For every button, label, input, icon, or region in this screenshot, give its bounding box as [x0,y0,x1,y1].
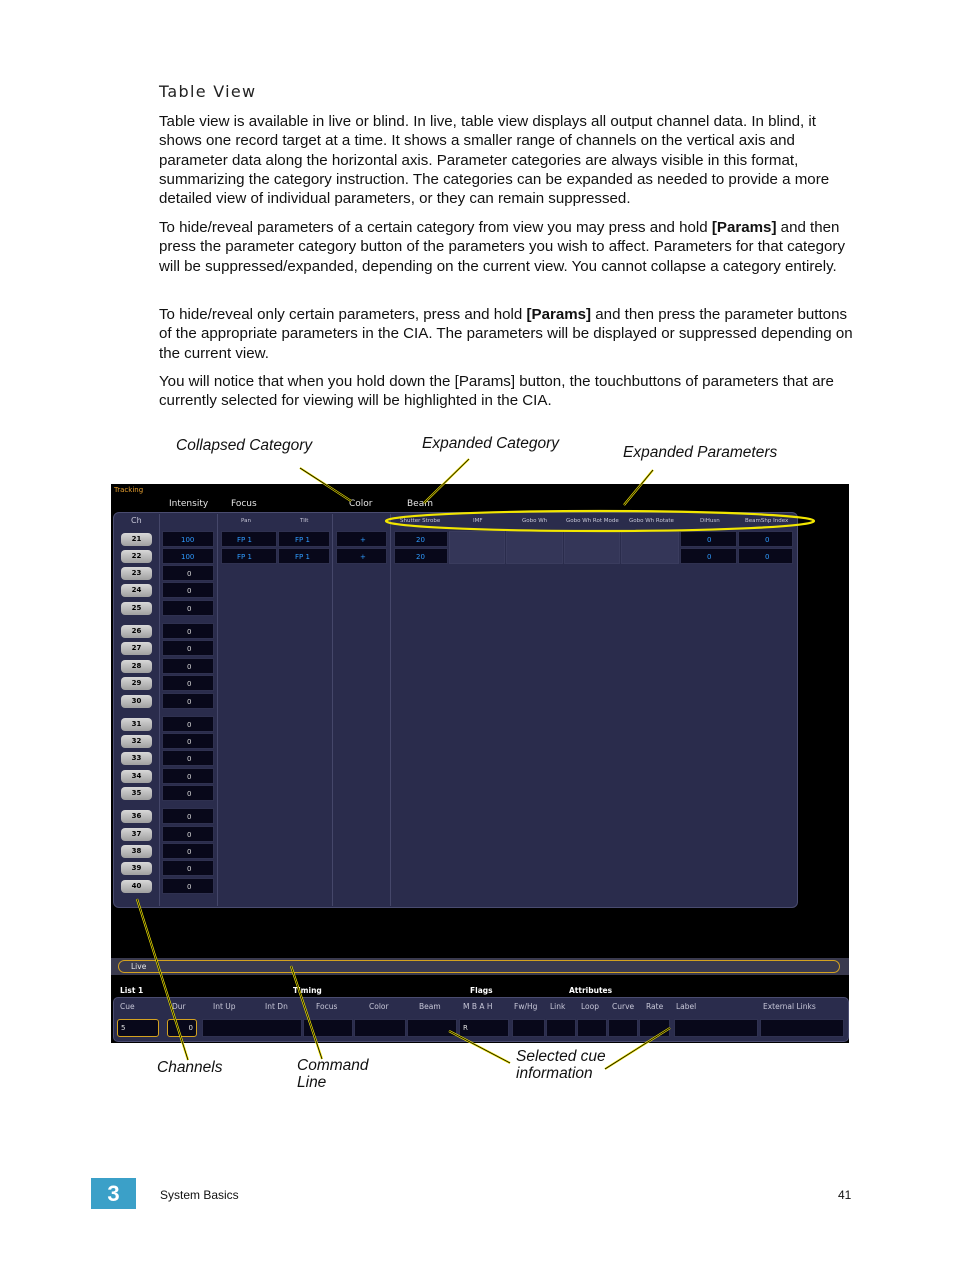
label-col-header: Label [676,1002,697,1011]
param-gobo-wh-rot-mode[interactable]: Gobo Wh Rot Mode [566,518,619,524]
intensity-cell[interactable]: 0 [162,785,214,801]
intensity-cell[interactable]: 0 [162,582,214,598]
shutter-strobe-cell[interactable]: 20 [394,548,448,564]
gobo-wh-rotate-cell[interactable] [621,531,679,564]
cue-number-cell[interactable]: 5 [117,1019,159,1037]
rate-cell[interactable] [639,1019,670,1037]
channel-button[interactable]: 30 [121,695,152,708]
channel-button[interactable]: 21 [121,533,152,546]
intensity-cell[interactable]: 0 [162,658,214,674]
category-beam[interactable]: Beam [407,499,433,509]
cue-col-header: Cue [120,1002,135,1011]
channel-button[interactable]: 31 [121,718,152,731]
annotation-selected-cue: Selected cue information [516,1048,606,1082]
table-view-screenshot [111,484,849,1043]
channel-button[interactable]: 39 [121,862,152,875]
intensity-cell[interactable]: 0 [162,716,214,732]
color-cell[interactable]: + [336,531,387,547]
params-key: [Params] [526,306,592,323]
intensity-cell[interactable]: 0 [162,693,214,709]
channel-button[interactable]: 24 [121,584,152,597]
intensity-cell[interactable]: 100 [162,531,214,547]
intensity-cell[interactable]: 0 [162,565,214,581]
table-panel [113,512,798,908]
channel-button[interactable]: 38 [121,845,152,858]
color-cell[interactable]: + [336,548,387,564]
label-cell[interactable] [674,1019,758,1037]
focus-col-header: Focus [316,1002,338,1011]
channel-button[interactable]: 37 [121,828,152,841]
external-links-cell[interactable] [760,1019,844,1037]
annotation-expanded-parameters: Expanded Parameters [623,444,778,461]
column-separator [159,514,160,906]
channel-button[interactable]: 27 [121,642,152,655]
curve-col-header: Curve [612,1002,635,1011]
annotation-channels: Channels [157,1059,223,1076]
channel-button[interactable]: 22 [121,550,152,563]
column-separator [217,514,218,906]
pan-cell[interactable]: FP 1 [221,548,277,564]
imf-cell[interactable] [449,531,505,564]
int-dn-col-header: Int Dn [265,1002,288,1011]
intensity-cell[interactable]: 0 [162,860,214,876]
intensity-cell[interactable]: 0 [162,808,214,824]
column-separator [332,514,333,906]
gobo-wh-cell[interactable] [506,531,563,564]
intensity-cell[interactable]: 100 [162,548,214,564]
annotation-expanded-category: Expanded Category [422,435,560,452]
intensity-cell[interactable]: 0 [162,750,214,766]
intensity-cell[interactable]: 0 [162,826,214,842]
channel-button[interactable]: 36 [121,810,152,823]
category-intensity[interactable]: Intensity [169,499,209,509]
paragraph-1: Table view is available in live or blind. In live, table view displays all output channel data. In blind, it shows one record target at a time. It shows a smaller range of channels on the vertical axis and parameter data along the horizontal axis. Parameter categories are always visible in this format, summarizing the category instruction. The categories can be expanded as needed to provide a more detailed view of individual parameters, or they can remain suppressed. [159,113,830,208]
rate-col-header: Rate [646,1002,664,1011]
intensity-cell[interactable]: 0 [162,843,214,859]
column-separator [390,514,391,906]
param-shutter-strobe[interactable]: Shutter Strobe [400,518,441,524]
channel-button[interactable]: 32 [121,735,152,748]
int-up-dn-cell[interactable] [202,1019,302,1037]
color-col-header: Color [369,1002,389,1011]
beam-col-header: Beam [419,1002,441,1011]
intensity-cell[interactable]: 0 [162,768,214,784]
color-time-cell[interactable] [354,1019,406,1037]
chapter-number-badge: 3 [91,1178,136,1209]
param-gobo-wh[interactable]: Gobo Wh [522,518,548,524]
command-line-input[interactable] [118,960,840,973]
fw-hg-col-header: Fw/Hg [514,1002,538,1011]
beamshp-cell[interactable]: 0 [738,531,793,547]
param-beamshp-index[interactable]: BeamShp Index [745,518,789,524]
external-links-col-header: External Links [763,1002,816,1011]
params-key: [Params] [711,219,777,236]
dur-cell[interactable]: 0 [167,1019,197,1037]
tilt-cell[interactable]: FP 1 [278,531,330,547]
channel-button[interactable]: 23 [121,567,152,580]
channel-button[interactable]: 28 [121,660,152,673]
timing-label: Timing [293,986,322,995]
diffusn-cell[interactable]: 0 [680,548,737,564]
beamshp-cell[interactable]: 0 [738,548,793,564]
flags-cell[interactable]: R [459,1019,509,1037]
page-number: 41 [838,1188,852,1202]
loop-col-header: Loop [581,1002,599,1011]
paragraph-2: To hide/reveal parameters of a certain category from view you may press and hold [Params] and then press the parameter category button of the parameters you wish to affect. Parameters for that category will be suppressed/expanded, depending on the current view. You cannot collapse a category entirely. [159,219,845,275]
paragraph-3: To hide/reveal only certain parameters, press and hold [Params] and then press the parameter buttons of the appropriate parameters in the CIA. The parameters will be displayed or suppressed depending on the current view. [159,306,853,362]
cue-list-label: List 1 [120,986,144,995]
intensity-cell[interactable]: 0 [162,600,214,616]
pan-cell[interactable]: FP 1 [221,531,277,547]
param-tilt[interactable]: Tilt [300,518,309,524]
param-gobo-wh-rotate[interactable]: Gobo Wh Rotate [629,518,674,524]
category-color[interactable]: Color [349,499,373,509]
tracking-tab[interactable]: Tracking [114,486,144,494]
diffusn-cell[interactable]: 0 [680,531,737,547]
int-up-col-header: Int Up [213,1002,236,1011]
channel-button[interactable]: 26 [121,625,152,638]
channel-button[interactable]: 25 [121,602,152,615]
fw-hg-cell[interactable] [512,1019,545,1037]
dur-col-header: Dur [172,1002,186,1011]
flags-label: Flags [470,986,493,995]
channel-button[interactable]: 33 [121,752,152,765]
channel-button[interactable]: 35 [121,787,152,800]
intensity-cell[interactable]: 0 [162,623,214,639]
curve-cell[interactable] [608,1019,638,1037]
command-line-mode: Live [131,962,147,971]
channel-button[interactable]: 34 [121,770,152,783]
param-imf[interactable]: IMF [473,518,483,524]
beam-time-cell[interactable] [407,1019,457,1037]
intensity-cell[interactable]: 0 [162,640,214,656]
flags-col-header: M B A H [463,1002,493,1011]
annotation-collapsed-category: Collapsed Category [176,437,313,454]
channel-button[interactable]: 29 [121,677,152,690]
paragraph-4: You will notice that when you hold down the [Params] button, the touchbuttons of parameters that are currently selected for viewing will be highlighted in the CIA. [159,373,834,410]
link-cell[interactable] [546,1019,576,1037]
footer-section: System Basics [160,1188,239,1202]
shutter-strobe-cell[interactable]: 20 [394,531,448,547]
param-diffusn[interactable]: DiHusn [700,518,720,524]
intensity-cell[interactable]: 0 [162,733,214,749]
category-focus[interactable]: Focus [231,499,257,509]
tilt-cell[interactable]: FP 1 [278,548,330,564]
channel-button[interactable]: 40 [121,880,152,893]
annotation-command-line: Command Line [297,1057,369,1091]
intensity-cell[interactable]: 0 [162,675,214,691]
attributes-label: Attributes [569,986,613,995]
loop-cell[interactable] [577,1019,607,1037]
gobo-wh-rot-mode-cell[interactable] [564,531,620,564]
channel-header: Ch [131,516,142,525]
intensity-cell[interactable]: 0 [162,878,214,894]
param-pan[interactable]: Pan [241,518,251,524]
link-col-header: Link [550,1002,566,1011]
section-title: Table View [159,82,257,101]
focus-time-cell[interactable] [303,1019,353,1037]
